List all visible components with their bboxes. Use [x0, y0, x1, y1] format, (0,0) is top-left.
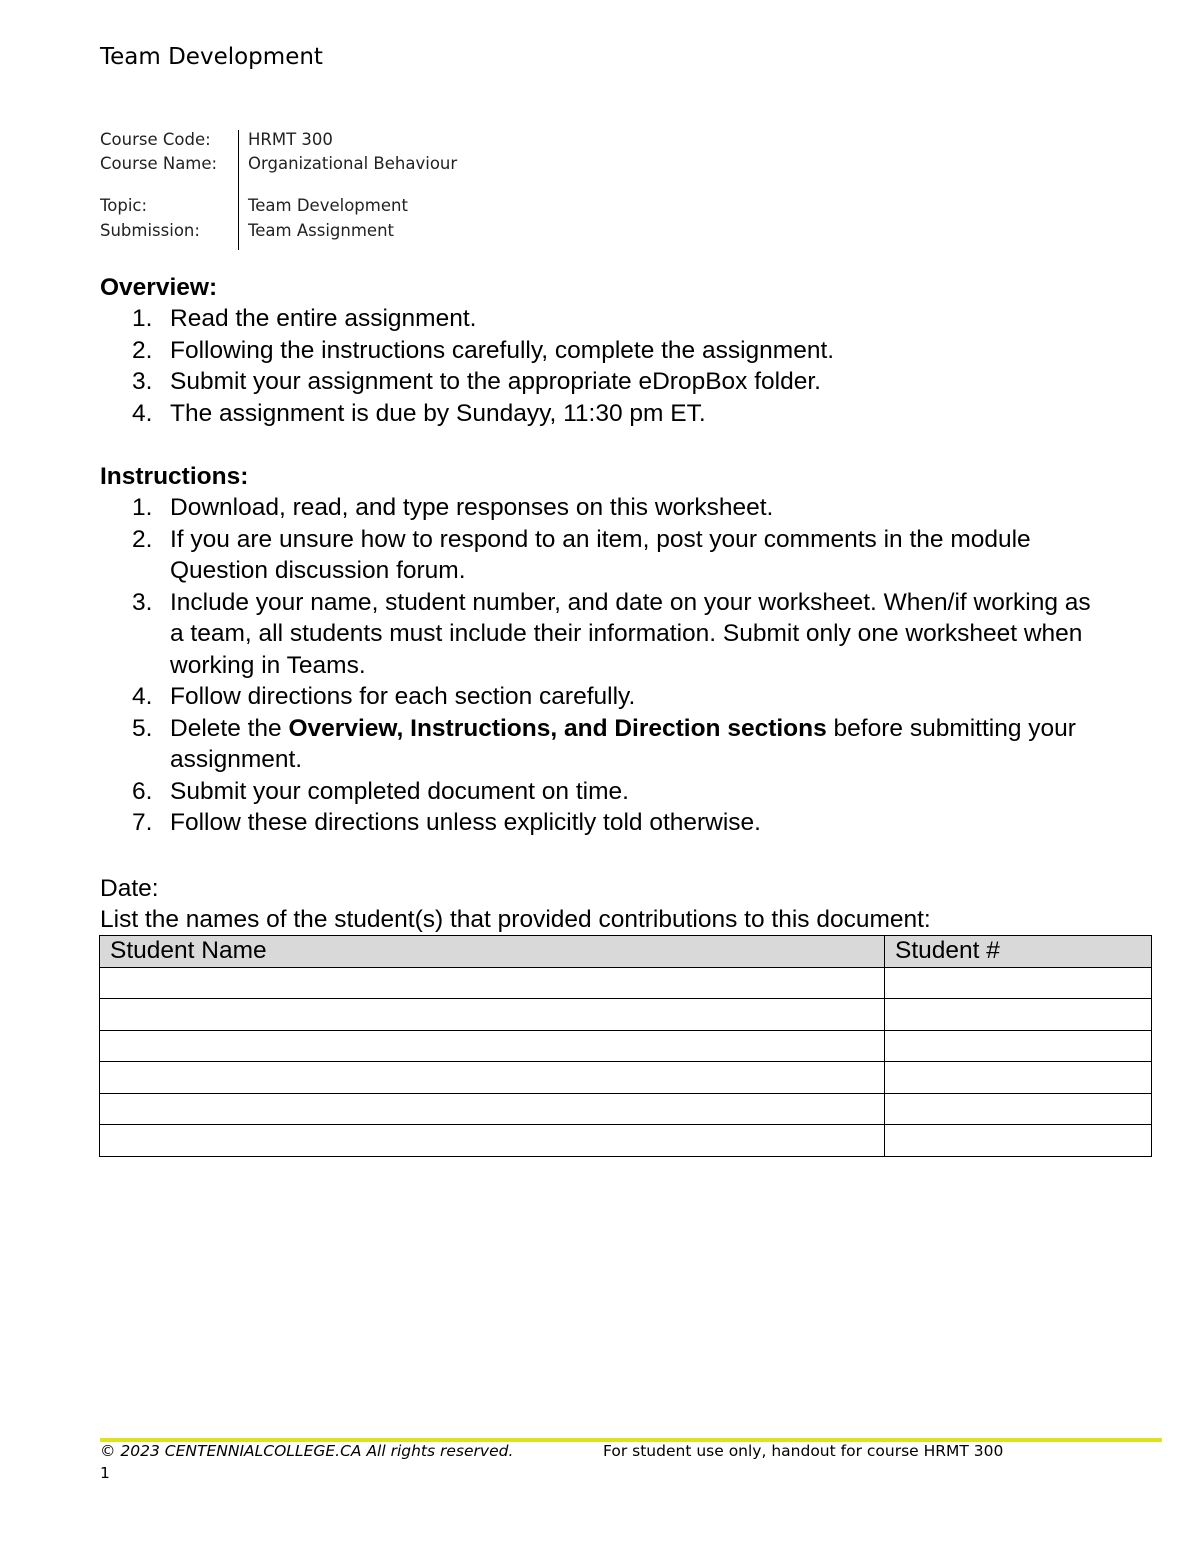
student-number-cell[interactable] — [885, 1125, 1152, 1157]
student-table — [99, 935, 1152, 1157]
table-row — [100, 1030, 1152, 1062]
table-row — [100, 967, 1152, 999]
student-number-cell[interactable] — [885, 999, 1152, 1031]
list-item-text-post: before submitting your assignment. — [170, 714, 1076, 773]
course-info-table — [100, 130, 457, 250]
list-item: 7. Follow these directions unless explicitly told otherwise. — [132, 809, 761, 836]
page-title: Team Development — [100, 44, 323, 70]
list-item-text-bold: Overview, Instructions, and Direction sections — [288, 714, 827, 742]
course-info-row — [100, 154, 457, 196]
overview-heading: Overview: — [100, 274, 218, 301]
list-item-text: Read the entire assignment. — [170, 305, 477, 332]
student-number-cell[interactable] — [885, 1030, 1152, 1062]
course-info-key: Course Code: — [100, 130, 239, 154]
list-item-text: Follow these directions unless explicitly told otherwise. — [170, 809, 761, 836]
page-number: 1 — [100, 1464, 110, 1482]
instructions-list — [100, 492, 1100, 839]
list-item-text: Following the instructions carefully, complete the assignment. — [170, 336, 835, 364]
list-item: 6. Submit your completed document on time. — [132, 777, 629, 805]
list-item-text: Follow directions for each section carefully. — [170, 683, 636, 710]
student-name-cell[interactable] — [100, 1093, 885, 1125]
footer-note: For student use only, handout for course HRMT 300 — [603, 1442, 1004, 1460]
instructions-heading: Instructions: — [100, 463, 249, 490]
student-number-cell[interactable] — [885, 967, 1152, 999]
list-item-text: Include your name, student number, and date on your worksheet. When/if working as a team, all students must include their information. Submit only one worksheet when working in Teams. — [170, 588, 1091, 679]
list-item: 2. If you are unsure how to respond to an item, post your comments in the module Question discussion forum. — [132, 525, 1031, 584]
list-item: 5. Delete the Overview, Instructions, and Direction sections before submitting your assignment. — [132, 714, 1076, 773]
student-number-header: Student # — [885, 936, 1152, 968]
list-item-text: If you are unsure how to respond to an item, post your comments in the module Question discussion forum. — [170, 525, 1031, 584]
student-name-cell[interactable] — [100, 1062, 885, 1094]
list-item: 4. The assignment is due by Sundayy, 11:30 pm ET. — [132, 399, 706, 427]
list-item-text — [170, 715, 1076, 774]
student-list-label: List the names of the student(s) that provided contributions to this document: — [100, 906, 931, 933]
list-item-text: Download, read, and type responses on this worksheet. — [170, 494, 774, 521]
list-item-text: Submit your completed document on time. — [170, 777, 629, 805]
list-item: 1. Read the entire assignment. — [132, 305, 477, 332]
list-item-text-pre: Delete the — [170, 714, 289, 742]
table-row — [100, 999, 1152, 1031]
overview-section — [100, 273, 1100, 429]
course-info-row — [100, 196, 457, 221]
list-item-text: Submit your assignment to the appropriate eDropBox folder. — [170, 368, 821, 395]
list-item: 4. Follow directions for each section carefully. — [132, 683, 636, 710]
student-name-cell[interactable] — [100, 999, 885, 1031]
course-info-key: Submission: — [100, 221, 239, 250]
course-info-value: Organizational Behaviour — [248, 154, 458, 173]
course-info-key: Course Name: — [100, 154, 239, 196]
date-label: Date: — [100, 875, 159, 902]
list-item: 1. Download, read, and type responses on this worksheet. — [132, 494, 774, 521]
course-info-value: HRMT 300 — [248, 130, 333, 149]
list-item: 2. Following the instructions carefully, complete the assignment. — [132, 336, 835, 364]
student-number-cell[interactable] — [885, 1093, 1152, 1125]
course-info-row — [100, 221, 457, 250]
student-number-cell[interactable] — [885, 1062, 1152, 1094]
course-info-row — [100, 130, 457, 154]
course-info-key: Topic: — [100, 196, 239, 221]
course-info-value: Team Development — [248, 196, 408, 215]
student-table-header-row — [100, 936, 1152, 968]
student-name-cell[interactable] — [100, 1125, 885, 1157]
footer-copyright: © 2023 CENTENNIALCOLLEGE.CA All rights reserved. — [100, 1442, 514, 1460]
student-name-header: Student Name — [100, 936, 885, 968]
table-row — [100, 1062, 1152, 1094]
table-row — [100, 1093, 1152, 1125]
instructions-section — [100, 462, 1100, 839]
student-name-cell[interactable] — [100, 1030, 885, 1062]
list-item-text: The assignment is due by Sundayy, 11:30 pm ET. — [170, 399, 706, 427]
course-info-value: Team Assignment — [248, 221, 395, 240]
student-name-cell[interactable] — [100, 967, 885, 999]
overview-list — [100, 303, 1100, 429]
table-row — [100, 1125, 1152, 1157]
list-item: 3. Include your name, student number, and date on your worksheet. When/if working as a team, all students must include their information. Submit only one worksheet when working in Teams. — [132, 588, 1091, 679]
list-item: 3. Submit your assignment to the appropriate eDropBox folder. — [132, 368, 821, 395]
